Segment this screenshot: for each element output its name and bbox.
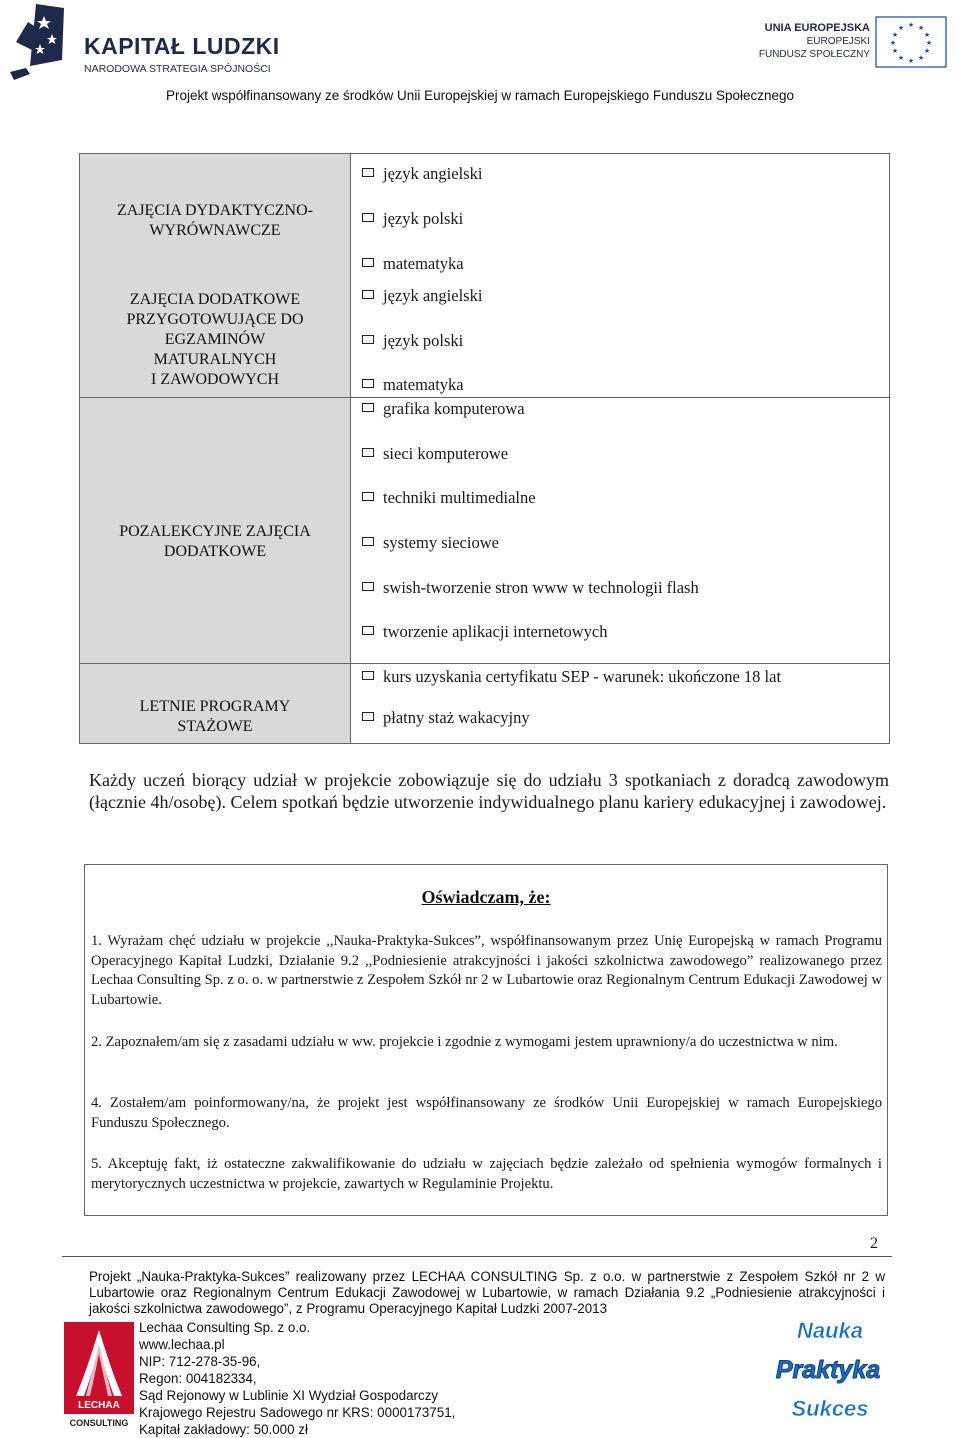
svg-text:★: ★ (907, 21, 915, 29)
lechaa-logo-icon (64, 1322, 134, 1430)
category-label (80, 290, 350, 390)
checkbox[interactable] (362, 168, 374, 177)
option-label: język angielski (383, 286, 483, 305)
option-item[interactable] (362, 622, 608, 642)
brand-subtitle: NARODOWA STRATEGIA SPÓJNOŚCI (84, 63, 271, 75)
footer-project-text: Projekt „Nauka-Praktyka-Sukces” realizowany przez LECHAA CONSULTING Sp. z o.o. w partnerstwie z Zespołem Szkół nr 2 w Lubartowie oraz Regionalnym Centrum Edukacji Zawodowej w Lubartowie, w ramach Działania 9.2 „Podniesienie atrakcyjności i jakości szkolnictwa zawodowego”, z Programu Operacyjnego Kapitał Ludzki 2007-2013 (89, 1269, 885, 1317)
activities-table (79, 153, 890, 744)
lechaa-logo-sub: CONSULTING (69, 1418, 129, 1428)
option-label: sieci komputerowe (383, 444, 509, 463)
nps-word-praktyka: Praktyka (775, 1356, 881, 1384)
option-item[interactable] (362, 708, 530, 728)
checkbox[interactable] (362, 379, 374, 388)
option-item[interactable] (362, 444, 508, 464)
page-number: 2 (870, 1235, 878, 1252)
footer-divider (62, 1256, 892, 1257)
option-label: płatny staż wakacyjny (383, 708, 530, 727)
category-line: STAŻOWE (177, 718, 253, 735)
category-label (80, 201, 350, 241)
svg-text:★: ★ (891, 47, 899, 55)
svg-text:★: ★ (897, 24, 905, 32)
row-divider (80, 663, 889, 664)
checkbox[interactable] (362, 626, 374, 635)
cofinance-line: Projekt współfinansowany ze środków Unii Europejskiej w ramach Europejskiego Funduszu Społecznego (165, 88, 795, 103)
contact-line: Krajowego Rejestru Sadowego nr KRS: 0000173751, (139, 1405, 456, 1420)
option-item[interactable] (362, 533, 499, 553)
option-label: język angielski (383, 164, 483, 183)
checkbox[interactable] (362, 403, 374, 412)
option-label: tworzenie aplikacji internetowych (383, 622, 608, 641)
declaration-box (84, 864, 888, 1216)
svg-text:★: ★ (923, 31, 931, 39)
option-label: systemy sieciowe (383, 533, 499, 552)
svg-text:★: ★ (925, 39, 933, 47)
contact-line: NIP: 712-278-35-96, (139, 1354, 261, 1369)
option-label: swish-tworzenie stron www w technologii flash (383, 578, 699, 597)
eu-line-1: UNIA EUROPEJSKA (764, 22, 870, 34)
eu-line-3: FUNDUSZ SPOŁECZNY (758, 49, 870, 60)
checkbox[interactable] (362, 335, 374, 344)
option-label: grafika komputerowa (383, 399, 525, 418)
option-label: kurs uzyskania certyfikatu SEP - warunek: ukończone 18 lat (383, 667, 782, 686)
checkbox[interactable] (362, 290, 374, 299)
option-item[interactable] (362, 375, 464, 395)
declaration-item: 4. Zostałem/am poinformowany/na, że projekt jest współfinansowany ze środków Unii Europejskiej w ramach Europejskiego Funduszu Społecznego. (91, 1095, 882, 1131)
contact-line: Sąd Rejonowy w Lublinie XI Wydział Gospodarczy (139, 1388, 439, 1403)
option-label: język polski (383, 209, 464, 228)
declaration-item: 2. Zapoznałem/am się z zasadami udziału w ww. projekcie i zgodnie z wymogami jestem uprawniony/a do uczestnictwa w nim. (91, 1034, 838, 1050)
checkbox[interactable] (362, 492, 374, 501)
brand-title: KAPITAŁ LUDZKI (84, 33, 280, 59)
option-item[interactable] (362, 254, 464, 274)
option-item[interactable] (362, 667, 781, 687)
checkbox[interactable] (362, 712, 374, 721)
category-column (80, 154, 351, 743)
option-item[interactable] (362, 578, 699, 598)
category-line: I ZAWODOWYCH (150, 371, 280, 388)
checkbox[interactable] (362, 582, 374, 591)
category-line: ZAJĘCIA DODATKOWE (129, 291, 301, 308)
contact-block (139, 1319, 455, 1438)
checkbox[interactable] (362, 671, 374, 680)
kapital-ludzki-logo-icon (6, 2, 68, 82)
option-item[interactable] (362, 331, 463, 351)
category-line: PRZYGOTOWUJĄCE DO (126, 311, 304, 328)
svg-text:★: ★ (889, 39, 897, 47)
contact-line: Kapitał zakładowy: 50.000 zł (139, 1422, 308, 1437)
category-line: MATURALNYCH (153, 351, 277, 368)
nps-word-nauka: Nauka (796, 1318, 864, 1343)
row-divider (80, 397, 889, 398)
eu-flag-icon (875, 16, 947, 68)
option-label: język polski (383, 331, 464, 350)
nps-word-sukces: Sukces (791, 1396, 869, 1421)
category-label (80, 697, 350, 737)
svg-text:★: ★ (917, 24, 925, 32)
category-line: WYRÓWNAWCZE (149, 222, 281, 239)
declaration-item: 5. Akceptuję fakt, iż ostateczne zakwalifikowanie do udziału w zajęciach będzie zależało od spełnienia wymogów formalnych i merytorycznych uczestnictwa w projekcie, zawartych w Regulaminie Projektu. (91, 1156, 882, 1192)
svg-text:★: ★ (891, 31, 899, 39)
declaration-title: Oświadczam, że: (421, 887, 551, 907)
advisor-paragraph: Każdy uczeń biorący udział w projekcie zobowiązuje się do udziału 3 spotkaniach z doradcą zawodowym (łącznie 4h/osobę). Celem spotkań będzie utworzenie indywidualnego planu kariery edukacyjnej i zawodowej. (89, 770, 889, 812)
category-line: LETNIE PROGRAMY (139, 698, 291, 715)
option-item[interactable] (362, 209, 463, 229)
svg-text:★: ★ (907, 57, 915, 65)
category-line: EGZAMINÓW (164, 331, 266, 348)
checkbox[interactable] (362, 448, 374, 457)
contact-website[interactable]: www.lechaa.pl (139, 1337, 225, 1352)
category-line: ZAJĘCIA DYDAKTYCZNO- (117, 202, 313, 219)
contact-line: Regon: 004182334, (139, 1371, 257, 1386)
checkbox[interactable] (362, 537, 374, 546)
option-item[interactable] (362, 399, 525, 419)
declaration-item: 1. Wyrażam chęć udziału w projekcie ,,Nauka-Praktyka-Sukces”, współfinansowanym przez Unię Europejską w ramach Programu Operacyjnego Kapitał Ludzki, Działanie 9.2 ,,Podniesienie atrakcyjności i jakości szkolnictwa zawodowego” realizowanego przez Lechaa Consulting Sp. z o. o. w partnerstwie z Zespołem Szkół nr 2 w Lubartowie oraz Regionalnym Centrum Edukacji Zawodowej w Lubartowie. (91, 933, 882, 1008)
option-item[interactable] (362, 164, 482, 184)
category-label (80, 522, 350, 562)
eu-line-2: EUROPEJSKI (806, 36, 870, 47)
svg-text:★: ★ (897, 54, 905, 62)
option-item[interactable] (362, 286, 482, 306)
category-line: POZALEKCYJNE ZAJĘCIA (119, 523, 311, 540)
checkbox[interactable] (362, 213, 374, 222)
option-label: techniki multimedialne (383, 488, 536, 507)
contact-line: Lechaa Consulting Sp. z o.o. (139, 1320, 311, 1335)
option-item[interactable] (362, 488, 536, 508)
option-label: matematyka (383, 254, 464, 273)
svg-text:★: ★ (923, 47, 931, 55)
lechaa-logo-word: LECHAA (78, 1400, 120, 1411)
checkbox[interactable] (362, 258, 374, 267)
option-label: matematyka (383, 375, 464, 394)
nauka-praktyka-sukces-logo-icon (768, 1312, 888, 1424)
svg-text:★: ★ (917, 54, 925, 62)
category-line: DODATKOWE (163, 543, 267, 560)
eu-label (752, 22, 870, 61)
